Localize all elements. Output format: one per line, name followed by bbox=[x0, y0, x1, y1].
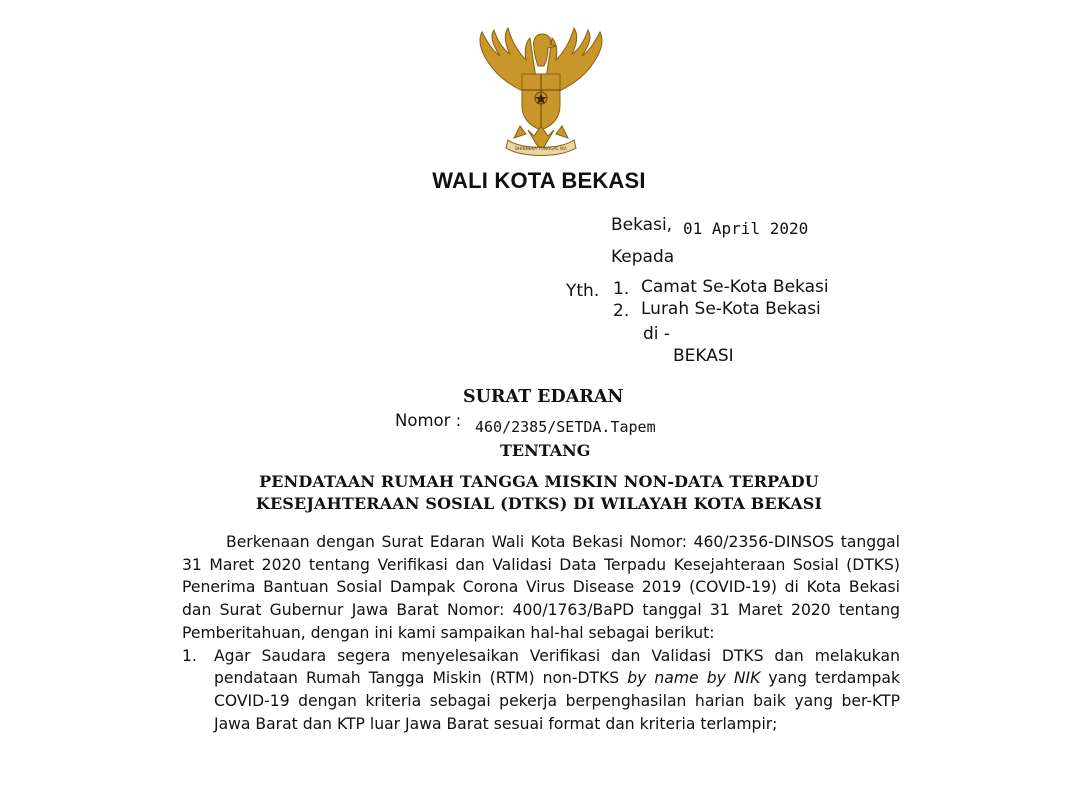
recipient-2-num: 2. bbox=[613, 301, 630, 321]
subject-line-2: KESEJAHTERAAN SOSIAL (DTKS) DI WILAYAH KOTA BEKASI bbox=[255, 494, 823, 513]
list-item-number: 1. bbox=[182, 646, 197, 665]
item1-text-a: Agar Saudara segera menyelesaikan Verifikasi dan Validasi DTKS dan melakukan pendataan Rumah Tangga Miskin (RTM) non-DTKS bbox=[214, 646, 900, 688]
item1-text-b: yang terdampak COVID-19 dengan kriteria sebagai pekerja berpenghasilan harian baik yang ber-KTP Jawa Barat dan KTP luar Jawa Barat sesuai format dan kriteria terlampir; bbox=[214, 669, 901, 733]
official-title-text: WALI KOTA BEKASI bbox=[432, 168, 646, 193]
di-label: di - bbox=[643, 324, 671, 344]
subject-line-1: PENDATAAN RUMAH TANGGA MISKIN NON-DATA TERPADU bbox=[259, 472, 819, 491]
garuda-emblem-icon bbox=[470, 26, 612, 162]
list-item bbox=[182, 645, 900, 736]
item1-italic: by name by NIK bbox=[627, 669, 761, 688]
letter-heading: SURAT EDARAN bbox=[463, 387, 624, 407]
nomor-value: 460/2385/SETDA.Tapem bbox=[475, 418, 656, 436]
nomor-label: Nomor : bbox=[395, 411, 462, 430]
place-label: Bekasi, bbox=[611, 215, 673, 235]
official-title bbox=[0, 168, 1078, 194]
recipient-1-num: 1. bbox=[613, 279, 630, 299]
intro-paragraph: Berkenaan dengan Surat Edaran Wali Kota Bekasi Nomor: 460/2356-DINSOS tanggal 31 Maret 2020 tentang Verifikasi dan Validasi Data Terpadu Kesejahteraan Sosial (DTKS) Penerima Bantuan Sosial Dampak Corona Virus Disease 2019 (COVID-19) di Kota Bekasi dan Surat Gubernur Jawa Barat Nomor: 400/1763/BaPD tanggal 31 Maret 2020 tentang Pemberitahuan, dengan ini kami sampaikan hal-hal sebagai berikut: bbox=[182, 533, 900, 642]
date-value: 01 April 2020 bbox=[683, 219, 809, 238]
letter-body bbox=[182, 531, 900, 735]
tentang-label: TENTANG bbox=[500, 441, 591, 460]
yth-label: Yth. bbox=[566, 281, 600, 301]
motto-text: BHINNEKA TUNGGAL IKA bbox=[515, 146, 567, 151]
recipient-2-name: Lurah Se-Kota Bekasi bbox=[641, 299, 821, 319]
city-label: BEKASI bbox=[673, 346, 734, 366]
recipient-1-name: Camat Se-Kota Bekasi bbox=[641, 277, 829, 297]
kepada-label: Kepada bbox=[611, 247, 675, 267]
